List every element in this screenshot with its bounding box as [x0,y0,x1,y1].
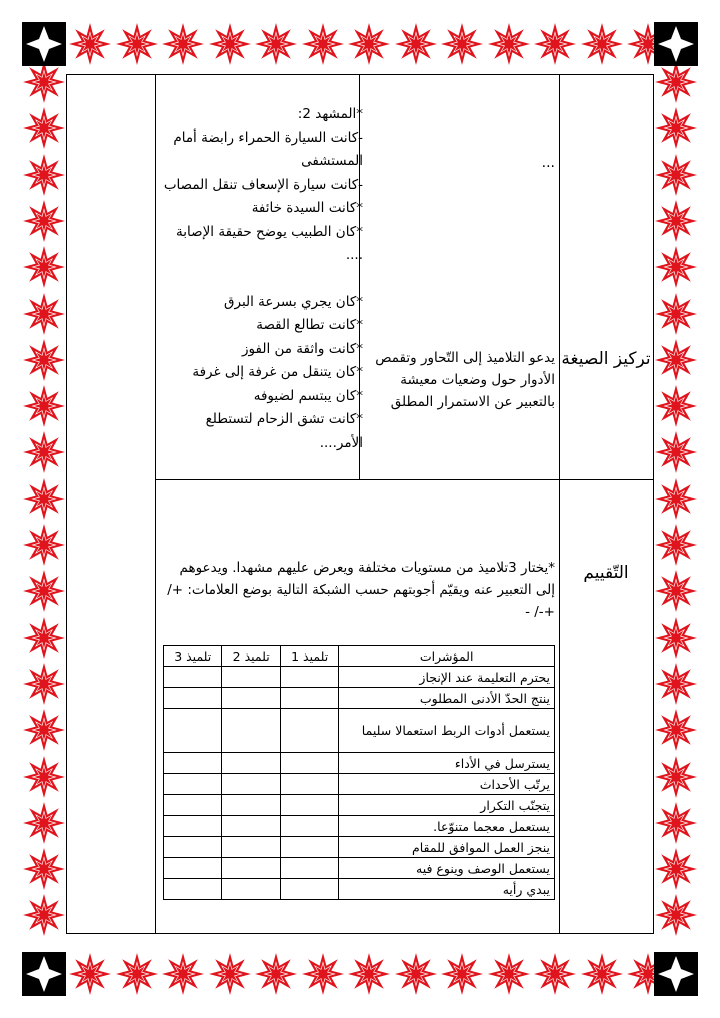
indicator-cell: يبدي رأيه [339,879,555,900]
border-top [0,14,720,74]
score-cell-student-1[interactable] [280,667,338,688]
star-ornament-icon [654,801,698,845]
star-ornament-icon [22,106,66,150]
scene-line: *كان يتنقل من غرفة إلى غرفة [192,364,363,380]
header-student-1: تلميذ 1 [280,646,338,667]
score-cell-student-2[interactable] [222,858,280,879]
star-ornament-icon [654,893,698,937]
star-ornament-icon [654,523,698,567]
section-label-tarkiz: تركيز الصيغة [561,349,651,369]
scene-line: *كانت السيدة خائفة [251,200,363,216]
score-cell-student-1[interactable] [280,688,338,709]
border-right [646,60,706,940]
star-ornament-icon [22,199,66,243]
corner-ornament-icon [22,952,66,996]
star-ornament-icon [654,153,698,197]
score-cell-student-1[interactable] [280,816,338,837]
star-ornament-icon [654,106,698,150]
scene-line: -كانت السيارة الحمراء رابضة أمام المستشفى [173,129,363,169]
star-ornament-icon [533,952,577,996]
star-ornament-icon [22,893,66,937]
lesson-table [66,74,654,934]
score-cell-student-3[interactable] [164,816,222,837]
star-ornament-icon [22,616,66,660]
score-cell-student-3[interactable] [164,795,222,816]
header-student-2: تلميذ 2 [222,646,280,667]
score-cell-student-2[interactable] [222,774,280,795]
star-ornament-icon [22,662,66,706]
star-ornament-icon [394,22,438,66]
star-ornament-icon [533,22,577,66]
score-cell-student-1[interactable] [280,795,338,816]
score-cell-student-1[interactable] [280,774,338,795]
star-ornament-icon [208,952,252,996]
corner-ornament-icon [22,22,66,66]
table-row [164,816,555,837]
score-cell-student-2[interactable] [222,688,280,709]
indicator-cell: يستعمل أدوات الربط استعمالا سليما [339,709,555,753]
corner-ornament-icon [654,952,698,996]
star-ornament-icon [654,847,698,891]
star-ornament-icon [22,569,66,613]
evaluation-grid [163,645,555,900]
indicator-cell: يسترسل في الأداء [339,753,555,774]
star-ornament-icon [161,22,205,66]
star-ornament-icon [254,952,298,996]
indicator-cell: يتجنّب التكرار [339,795,555,816]
star-ornament-icon [22,477,66,521]
activity-text: يدعو التلاميذ إلى التّحاور وتقمص الأدوار حول وضعيات معيشة بالتعبير عن الاستمرار المطلق [375,350,555,410]
table-row [164,709,555,753]
ellipsis-text: ... [541,155,555,171]
table-row [164,753,555,774]
star-ornament-icon [22,245,66,289]
scene-line: *كانت تطالع القصة [256,317,363,333]
indicator-cell: ينجز العمل الموافق للمقام [339,837,555,858]
star-ornament-icon [654,384,698,428]
star-ornament-icon [22,153,66,197]
score-cell-student-2[interactable] [222,837,280,858]
table-row [164,837,555,858]
score-cell-student-3[interactable] [164,709,222,753]
column-divider-1 [155,75,156,933]
table-row [164,688,555,709]
star-ornament-icon [161,952,205,996]
star-ornament-icon [22,755,66,799]
score-cell-student-2[interactable] [222,816,280,837]
section-label-taqyim: التّقييم [583,563,629,583]
score-cell-student-1[interactable] [280,709,338,753]
star-ornament-icon [394,952,438,996]
score-cell-student-2[interactable] [222,709,280,753]
star-ornament-icon [115,22,159,66]
scene-line: *كان الطبيب يوضح حقيقة الإصابة .... [176,223,363,263]
score-cell-student-1[interactable] [280,858,338,879]
evaluation-intro: *يختار 3تلاميذ من مستويات مختلفة ويعرض عليهم مشهدا. ويدعوهم إلى التعبير عنه ويقيّم أجوبتهم حسب الشبكة التالية بوضع العلامات: +/ +-/ - [167,560,555,620]
star-ornament-icon [208,22,252,66]
indicator-cell: يستعمل معجما متنوّعا. [339,816,555,837]
star-ornament-icon [347,952,391,996]
star-ornament-icon [440,952,484,996]
star-ornament-icon [654,245,698,289]
scene-text [161,103,363,455]
star-ornament-icon [68,22,112,66]
score-cell-student-3[interactable] [164,837,222,858]
star-ornament-icon [654,199,698,243]
column-divider-3 [559,75,560,933]
star-ornament-icon [22,523,66,567]
row-divider [155,479,653,480]
table-row [164,667,555,688]
star-ornament-icon [22,384,66,428]
score-cell-student-3[interactable] [164,879,222,900]
star-ornament-icon [580,952,624,996]
grid-header-row [164,646,555,667]
scene-line: -كانت سيارة الإسعاف تنقل المصاب [163,176,363,193]
indicator-cell: يرتّب الأحداث [339,774,555,795]
star-ornament-icon [22,801,66,845]
table-row [164,795,555,816]
star-ornament-icon [654,662,698,706]
star-ornament-icon [22,847,66,891]
scene-spacer [161,268,363,291]
score-cell-student-3[interactable] [164,774,222,795]
table-row [164,774,555,795]
indicator-cell: ينتج الحدّ الأدنى المطلوب [339,688,555,709]
table-row [164,858,555,879]
star-ornament-icon [654,430,698,474]
star-ornament-icon [22,60,66,104]
star-ornament-icon [487,952,531,996]
table-row [164,879,555,900]
border-bottom [0,944,720,1004]
star-ornament-icon [347,22,391,66]
star-ornament-icon [68,952,112,996]
star-ornament-icon [654,569,698,613]
star-ornament-icon [22,292,66,336]
star-ornament-icon [487,22,531,66]
star-ornament-icon [254,22,298,66]
score-cell-student-2[interactable] [222,879,280,900]
score-cell-student-2[interactable] [222,753,280,774]
border-left [14,60,74,940]
score-cell-student-3[interactable] [164,688,222,709]
scene-line: *كان يجري بسرعة البرق [224,293,363,310]
star-ornament-icon [654,477,698,521]
star-ornament-icon [115,952,159,996]
score-cell-student-1[interactable] [280,879,338,900]
corner-ornament-icon [654,22,698,66]
score-cell-student-2[interactable] [222,795,280,816]
star-ornament-icon [654,755,698,799]
scene-title: *المشهد 2: [297,106,363,122]
score-cell-student-3[interactable] [164,667,222,688]
score-cell-student-1[interactable] [280,837,338,858]
star-ornament-icon [22,708,66,752]
star-ornament-icon [301,22,345,66]
scene-line: *كانت واثقة من الفوز [242,340,363,357]
header-student-3: تلميذ 3 [164,646,222,667]
star-ornament-icon [22,430,66,474]
star-ornament-icon [654,616,698,660]
header-indicators: المؤشرات [339,646,555,667]
star-ornament-icon [654,338,698,382]
score-cell-student-2[interactable] [222,667,280,688]
indicator-cell: يحترم التعليمة عند الإنجاز [339,667,555,688]
star-ornament-icon [440,22,484,66]
star-ornament-icon [654,708,698,752]
score-cell-student-3[interactable] [164,858,222,879]
score-cell-student-3[interactable] [164,753,222,774]
star-ornament-icon [22,338,66,382]
indicator-cell: يستعمل الوصف وينوع فيه [339,858,555,879]
star-ornament-icon [654,292,698,336]
star-ornament-icon [301,952,345,996]
star-ornament-icon [580,22,624,66]
score-cell-student-1[interactable] [280,753,338,774]
scene-line: *كان يبتسم لضيوفه [253,387,363,404]
star-ornament-icon [654,60,698,104]
scene-line: *كانت تشق الزحام لتستطلع الأمر.... [205,411,363,451]
